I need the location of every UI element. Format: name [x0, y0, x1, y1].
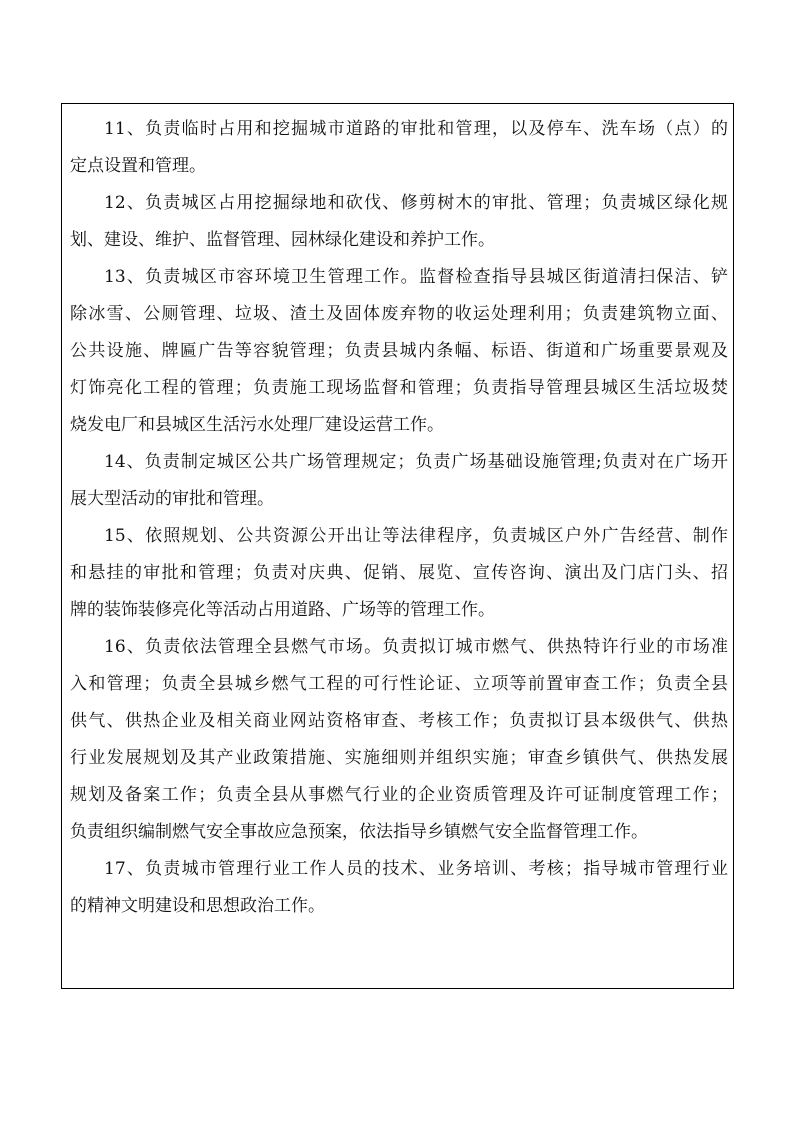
- duty-item-13: [70, 259, 728, 444]
- text-line: 除冰雪、公厕管理、垃圾、渣土及固体废弃物的收运处理利用；负责建筑物立面、: [70, 304, 728, 324]
- duty-item-14: [70, 444, 728, 518]
- text-line: 灯饰亮化工程的管理；负责施工现场监督和管理；负责指导管理县城区生活垃圾焚: [70, 378, 728, 398]
- duty-item-12: [70, 185, 728, 259]
- duty-item-17: [70, 851, 728, 925]
- duties-list: [70, 111, 728, 925]
- text-line: 划、建设、维护、监督管理、园林绿化建设和养护工作。: [70, 230, 495, 250]
- text-line: 11、负责临时占用和挖掘城市道路的审批和管理，以及停车、洗车场（点）的: [104, 119, 728, 139]
- duty-item-11: [70, 111, 728, 185]
- text-line: 入和管理；负责全县城乡燃气工程的可行性论证、立项等前置审查工作；负责全县: [70, 674, 728, 694]
- text-line: 和悬挂的审批和管理；负责对庆典、促销、展览、宣传咨询、演出及门店门头、招: [70, 563, 728, 583]
- text-line: 的精神文明建设和思想政治工作。: [70, 896, 325, 916]
- text-line: 定点设置和管理。: [70, 156, 206, 176]
- text-line: 13、负责城区市容环境卫生管理工作。监督检查指导县城区街道清扫保洁、铲: [104, 267, 728, 287]
- text-line: 12、负责城区占用挖掘绿地和砍伐、修剪树木的审批、管理；负责城区绿化规: [104, 193, 728, 213]
- duty-item-16: [70, 629, 728, 851]
- text-line: 负责组织编制燃气安全事故应急预案，依法指导乡镇燃气安全监督管理工作。: [70, 822, 648, 842]
- text-line: 规划及备案工作；负责全县从事燃气行业的企业资质管理及许可证制度管理工作；: [70, 785, 728, 805]
- text-line: 14、负责制定城区公共广场管理规定；负责广场基础设施管理;负责对在广场开: [104, 452, 728, 472]
- text-line: 牌的装饰装修亮化等活动占用道路、广场等的管理工作。: [70, 600, 495, 620]
- text-line: 16、负责依法管理全县燃气市场。负责拟订城市燃气、供热特许行业的市场准: [104, 637, 728, 657]
- text-line: 烧发电厂和县城区生活污水处理厂建设运营工作。: [70, 415, 444, 435]
- text-line: 15、依照规划、公共资源公开出让等法律程序，负责城区户外广告经营、制作: [104, 526, 728, 546]
- text-line: 供气、供热企业及相关商业网站资格审查、考核工作；负责拟订县本级供气、供热: [70, 711, 728, 731]
- text-line: 公共设施、牌匾广告等容貌管理；负责县城内条幅、标语、街道和广场重要景观及: [70, 341, 728, 361]
- duty-item-15: [70, 518, 728, 629]
- text-line: 展大型活动的审批和管理。: [70, 489, 274, 509]
- text-line: 行业发展规划及其产业政策措施、实施细则并组织实施；审查乡镇供气、供热发展: [70, 748, 728, 768]
- text-line: 17、负责城市管理行业工作人员的技术、业务培训、考核；指导城市管理行业: [104, 859, 728, 879]
